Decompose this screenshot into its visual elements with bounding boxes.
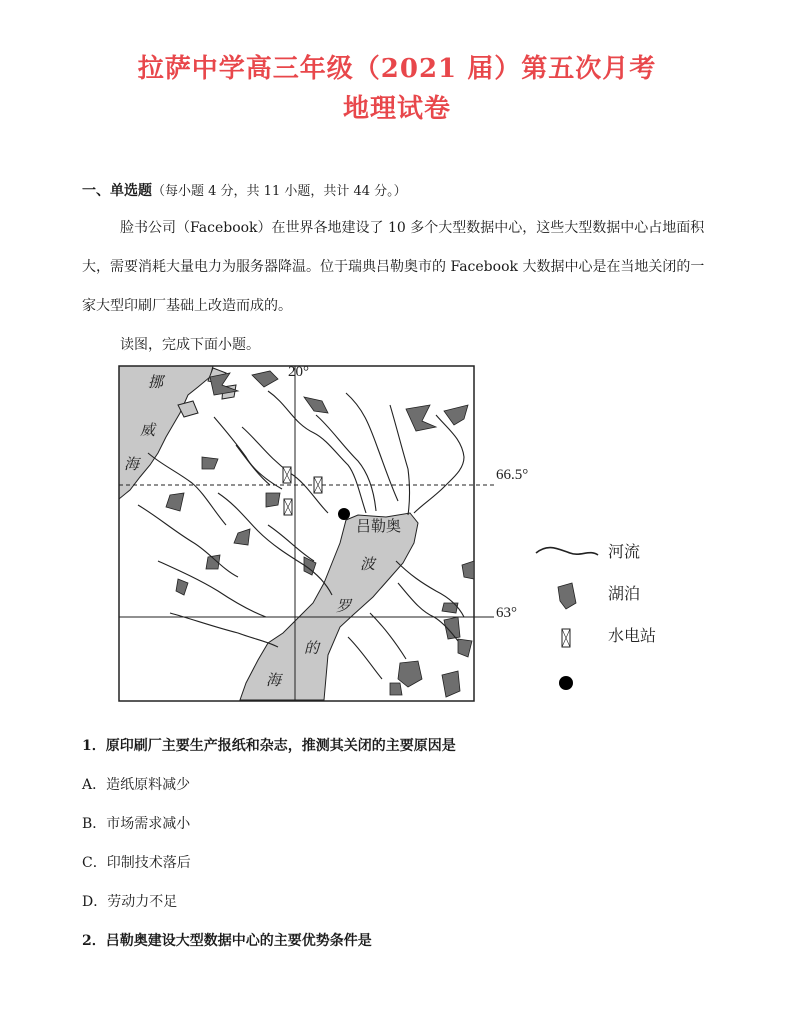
hydro-station-icon bbox=[283, 467, 291, 483]
lulea-city-dot bbox=[338, 508, 350, 520]
section-heading bbox=[82, 180, 407, 200]
section-title: 一、单选题 bbox=[82, 183, 152, 199]
norwegian-sea-area bbox=[119, 366, 213, 499]
city-label: 吕勒奥 bbox=[356, 517, 402, 535]
sea-right-char-1: 波 bbox=[360, 555, 376, 573]
longitude-label: 20° bbox=[288, 365, 309, 380]
hydro-station-icon bbox=[314, 477, 322, 493]
question-1-option-b: B．市场需求减小 bbox=[82, 816, 191, 832]
legend bbox=[536, 542, 656, 690]
question-1-stem: 1．原印刷厂主要生产报纸和杂志，推测其关闭的主要原因是 bbox=[82, 738, 456, 754]
hydro-stations bbox=[283, 467, 322, 515]
legend-river-label: 河流 bbox=[608, 542, 641, 561]
sea-left-char-3: 海 bbox=[124, 455, 140, 473]
exam-title-line1: 拉萨中学高三年级（2021 届）第五次月考 bbox=[137, 54, 657, 84]
passage-instruction: 读图，完成下面小题。 bbox=[120, 337, 260, 353]
question-1-option-c: C．印制技术落后 bbox=[82, 855, 191, 871]
latitude-label-66: 66.5° bbox=[496, 467, 529, 483]
question-1-option-d: D．劳动力不足 bbox=[82, 894, 178, 910]
latitude-label-63: 63° bbox=[496, 605, 517, 621]
question-2-stem: 2．吕勒奥建设大型数据中心的主要优势条件是 bbox=[82, 933, 372, 949]
hydro-station-icon bbox=[284, 499, 292, 515]
legend-river-icon bbox=[536, 548, 598, 555]
passage-text: 脸书公司（Facebook）在世界各地建设了 10 多个大型数据中心，这些大型数据中心占地面积大，需要消耗大量电力为服务器降温。位于瑞典吕勒奥市的 Facebook 大数据中心是在当地关闭的一家大型印刷厂基础上改造而成的。 bbox=[82, 220, 705, 314]
legend-city-icon bbox=[559, 676, 573, 690]
map-figure bbox=[118, 365, 678, 710]
sea-right-char-2: 罗 bbox=[336, 597, 352, 615]
section-note: （每小题 4 分，共 11 小题，共计 44 分。） bbox=[152, 184, 407, 199]
sea-right-char-3: 的 bbox=[304, 639, 320, 657]
legend-lake-icon bbox=[558, 583, 576, 609]
question-1-option-a: A．造纸原料减少 bbox=[82, 777, 191, 793]
legend-hydro-label: 水电站 bbox=[608, 626, 657, 645]
sea-left-char-2: 威 bbox=[140, 421, 156, 439]
legend-lake-label: 湖泊 bbox=[608, 584, 641, 603]
legend-hydro-icon bbox=[562, 629, 570, 647]
sea-left-char-1: 挪 bbox=[148, 373, 164, 391]
exam-title-line2: 地理试卷 bbox=[342, 94, 451, 124]
sea-right-char-4: 海 bbox=[266, 671, 282, 689]
